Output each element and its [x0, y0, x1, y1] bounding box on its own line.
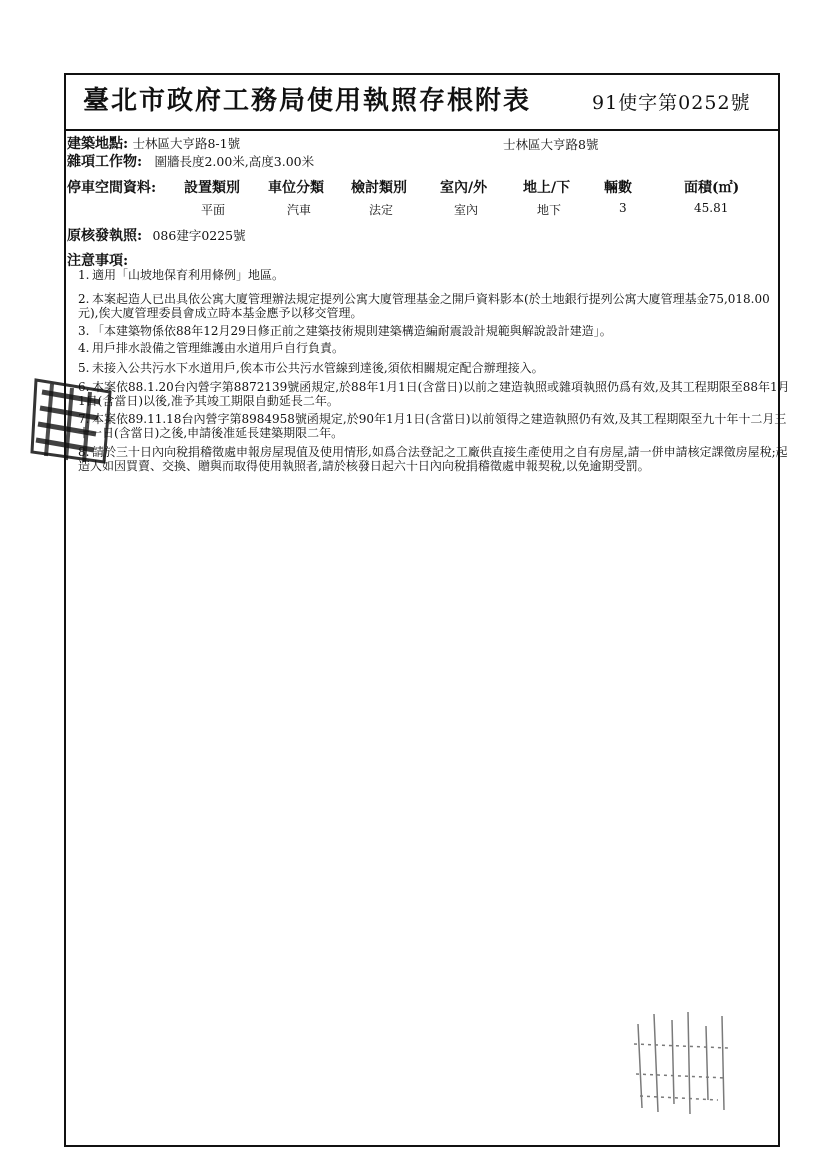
note-item: 7. 本案依89.11.18台內營字第8984958號函規定,於90年1月1日(含當日)以前領得之建造執照仍有效,及其工程期限至九十年十二月三十一日(含當日)之後,申請後准延長建築期限二年。: [78, 412, 787, 440]
note-item: 2. 本案起造人已出具依公寓大廈管理辦法規定提列公寓大廈管理基金之開戶資料影本(於土地銀行提列公寓大廈管理基金75,018.00元),俟大廈管理委員會成立時本基金應予以移交管理。: [78, 292, 770, 320]
original-license-row: [67, 225, 246, 245]
parking-header: 檢討類別: [351, 180, 407, 196]
notes-title: 注意事項:: [67, 253, 129, 269]
site-value-alt: 士林區大亨路8號: [503, 137, 599, 152]
misc-value: 圍牆長度2.00米,高度3.00米: [154, 154, 315, 169]
parking-cell: 室內: [454, 203, 479, 217]
note-item: 1. 適用「山坡地保育利用條例」地區。: [78, 268, 285, 282]
misc-label: 雜項工作物:: [67, 154, 143, 170]
document-title: 臺北市政府工務局使用執照存根附表: [83, 86, 532, 116]
parking-cell: 45.81: [694, 201, 729, 215]
note-item: 3. 「本建築物係依88年12月29日修正前之建築技術規則建築構造編耐震設計規範與解說設計建造」。: [78, 324, 612, 338]
site-row: [67, 133, 240, 153]
site-value: 士林區大亨路8-1號: [132, 136, 241, 151]
note-item: 5. 未接入公共污水下水道用戶,俟本市公共污水管線到達後,須依相關規定配合辦理接入。: [78, 361, 544, 375]
note-item: 8. 請於三十日內向稅捐稽徵處申報房屋現值及使用情形,如爲合法登記之工廠供直接生產使用之自有房屋,請一併申請核定課徵房屋稅;起造人如因買賣、交換、贈與而取得使用執照者,請於核發日起六十日內向稅捐稽徵處申報契稅,以免逾期受罰。: [78, 445, 788, 473]
original-license-label: 原核發執照:: [67, 228, 143, 244]
parking-label: 停車空間資料:: [67, 180, 157, 196]
faded-seal-mark: [628, 1004, 738, 1116]
original-license-value: 086建字0225號: [152, 228, 246, 243]
parking-header: 車位分類: [268, 180, 324, 196]
parking-header: 面積(㎡): [684, 180, 740, 196]
parking-header: 輛數: [604, 180, 632, 196]
parking-header: 設置類別: [184, 180, 240, 196]
parking-cell: 3: [619, 201, 627, 215]
parking-cell: 汽車: [287, 203, 312, 217]
parking-cell: 平面: [201, 203, 226, 217]
parking-header: 地上/下: [523, 180, 571, 196]
stamp-mark: [28, 372, 118, 470]
parking-cell: 地下: [537, 203, 562, 217]
parking-cell: 法定: [369, 203, 394, 217]
site-label: 建築地點:: [67, 136, 129, 152]
permit-number: 91使字第0252號: [592, 92, 751, 114]
note-item: 6. 本案依88.1.20台內營字第8872139號函規定,於88年1月1日(含當日)以前之建造執照或雜項執照仍爲有效,及其工程期限至88年1月1日(含當日)以後,准予其竣工期限自動延長二年。: [78, 380, 790, 408]
parking-header: 室內/外: [440, 180, 488, 196]
note-item: 4. 用戶排水設備之管理維護由水道用戶自行負責。: [78, 341, 345, 355]
misc-row: [67, 151, 314, 171]
